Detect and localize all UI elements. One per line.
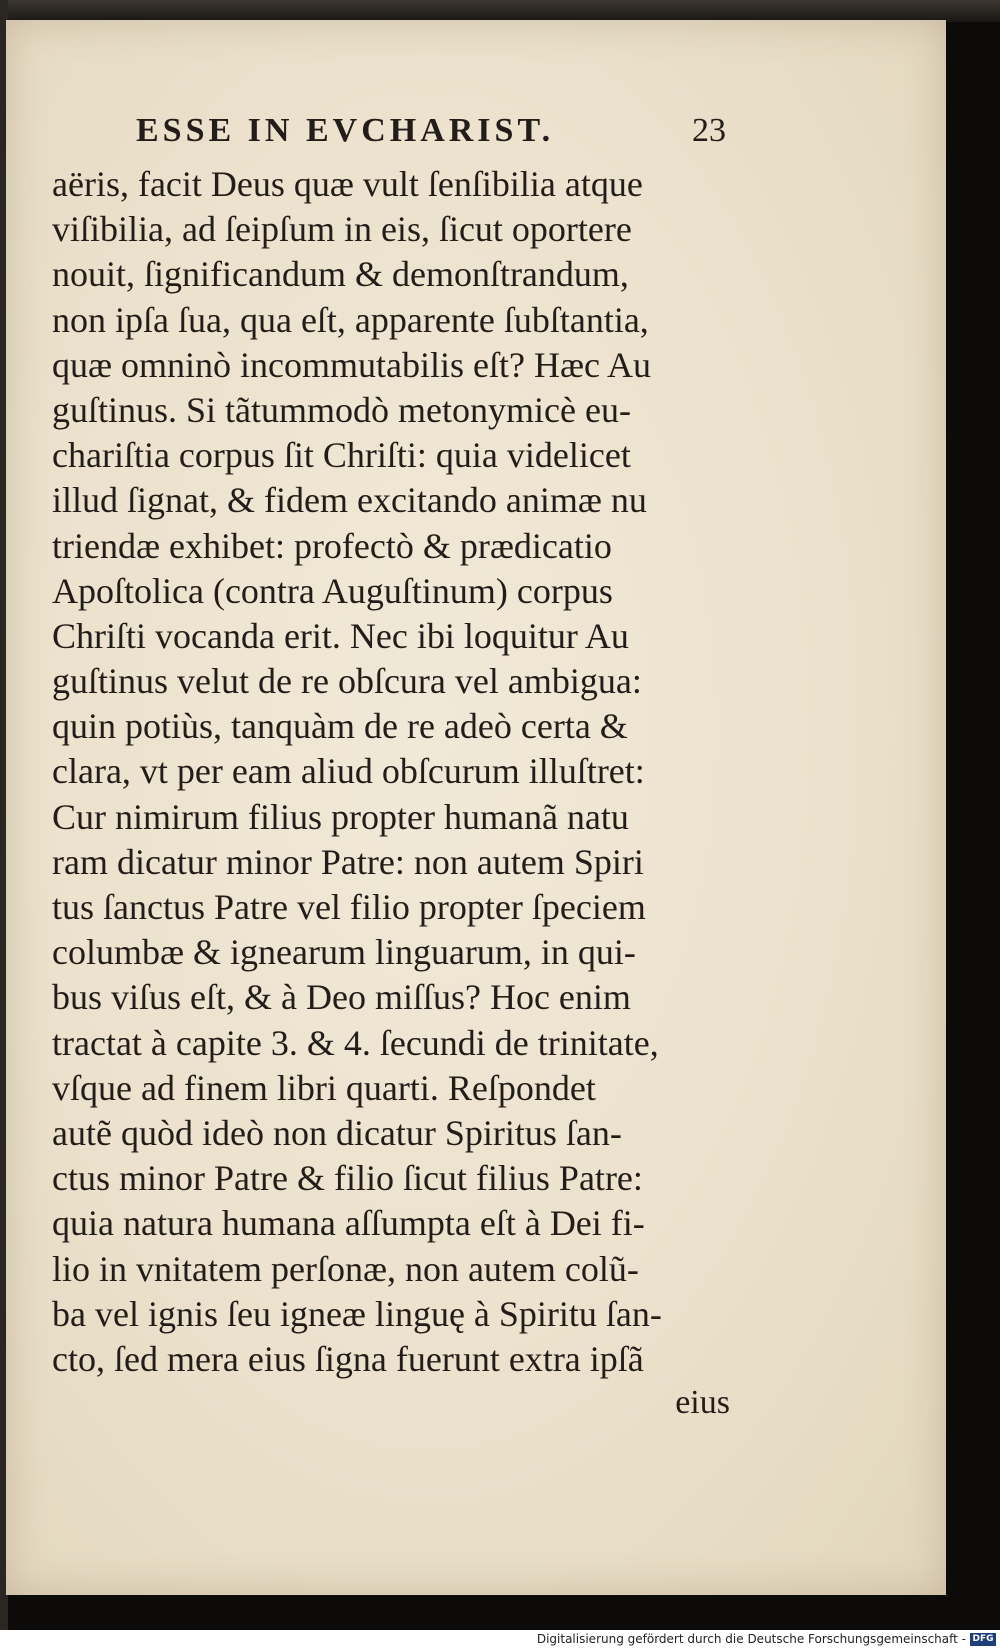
text-line: autẽ quòd ideò non dicatur Spiritus ſan- [52,1112,622,1153]
page-header [52,112,752,162]
page-number: 23 [692,112,726,149]
text-line: lio in vnitatem perſonæ, non autem colũ- [52,1248,639,1289]
text-line: aëris, facit Deus quæ vult ſenſibilia atque [52,164,643,204]
text-line: guſtinus. Si tãtummodò metonymicè eu- [52,389,631,430]
dfg-logo: DFG [970,1633,996,1646]
text-line: tus ſanctus Patre vel filio propter ſpeciem [52,887,646,927]
text-line: cto, ſed mera eius ſigna fuerunt extra ipſã [52,1338,644,1379]
text-line: clara, vt per eam aliud obſcurum illuſtret: [52,751,645,792]
text-line: chariſtia corpus ſit Chriſti: quia videlicet [52,435,631,476]
text-line: illud ſignat, & fidem excitando animæ nu [52,480,647,521]
text-line: viſibilia, ad ſeipſum in eis, ſicut oportere [52,209,632,250]
text-line: guſtinus velut de re obſcura vel ambigua: [52,661,642,702]
text-line: vſque ad finem libri quarti. Reſpondet [52,1067,596,1108]
text-line: ctus minor Patre & filio ſicut filius Patre: [52,1158,643,1199]
text-line: Cur nimirum filius propter humanã natu [52,796,629,837]
book-page [6,20,946,1595]
text-line: ram dicatur minor Patre: non autem Spiri [52,841,644,882]
text-line: quia natura humana aſſumpta eſt à Dei fi- [52,1203,645,1244]
text-line: ba vel ignis ſeu igneæ linguę à Spiritu ſan- [52,1293,662,1334]
text-line: columbæ & ignearum linguarum, in qui- [52,932,636,973]
text-line: bus viſus eſt, & à Deo miſſus? Hoc enim [52,977,631,1018]
scan-top-edge [0,0,1000,22]
text-line: nouit, ſignificandum & demonſtrandum, [52,254,629,295]
text-line: tractat à capite 3. & 4. ſecundi de trinitate, [52,1022,659,1063]
text-line: Chriſti vocanda erit. Nec ibi loquitur Au [52,615,629,656]
footer-bar [0,1630,1000,1650]
page-content [52,112,752,1422]
text-line: triendæ exhibet: profectò & prædicatio [52,525,612,566]
footer-credit: Digitalisierung gefördert durch die Deutsche Forschungsgemeinschaft - [536,1632,966,1646]
running-head: ESSE IN EVCHARIST. [136,112,555,149]
text-line: quin potiùs, tanquàm de re adeò certa & [52,706,628,747]
text-block [52,162,752,1382]
catchword: eius [675,1384,730,1422]
text-line: Apoſtolica (contra Auguſtinum) corpus [52,570,613,611]
text-line: non ipſa ſua, qua eſt, apparente ſubſtantia, [52,299,649,340]
text-line: quæ omninò incommutabilis eſt? Hæc Au [52,344,651,385]
